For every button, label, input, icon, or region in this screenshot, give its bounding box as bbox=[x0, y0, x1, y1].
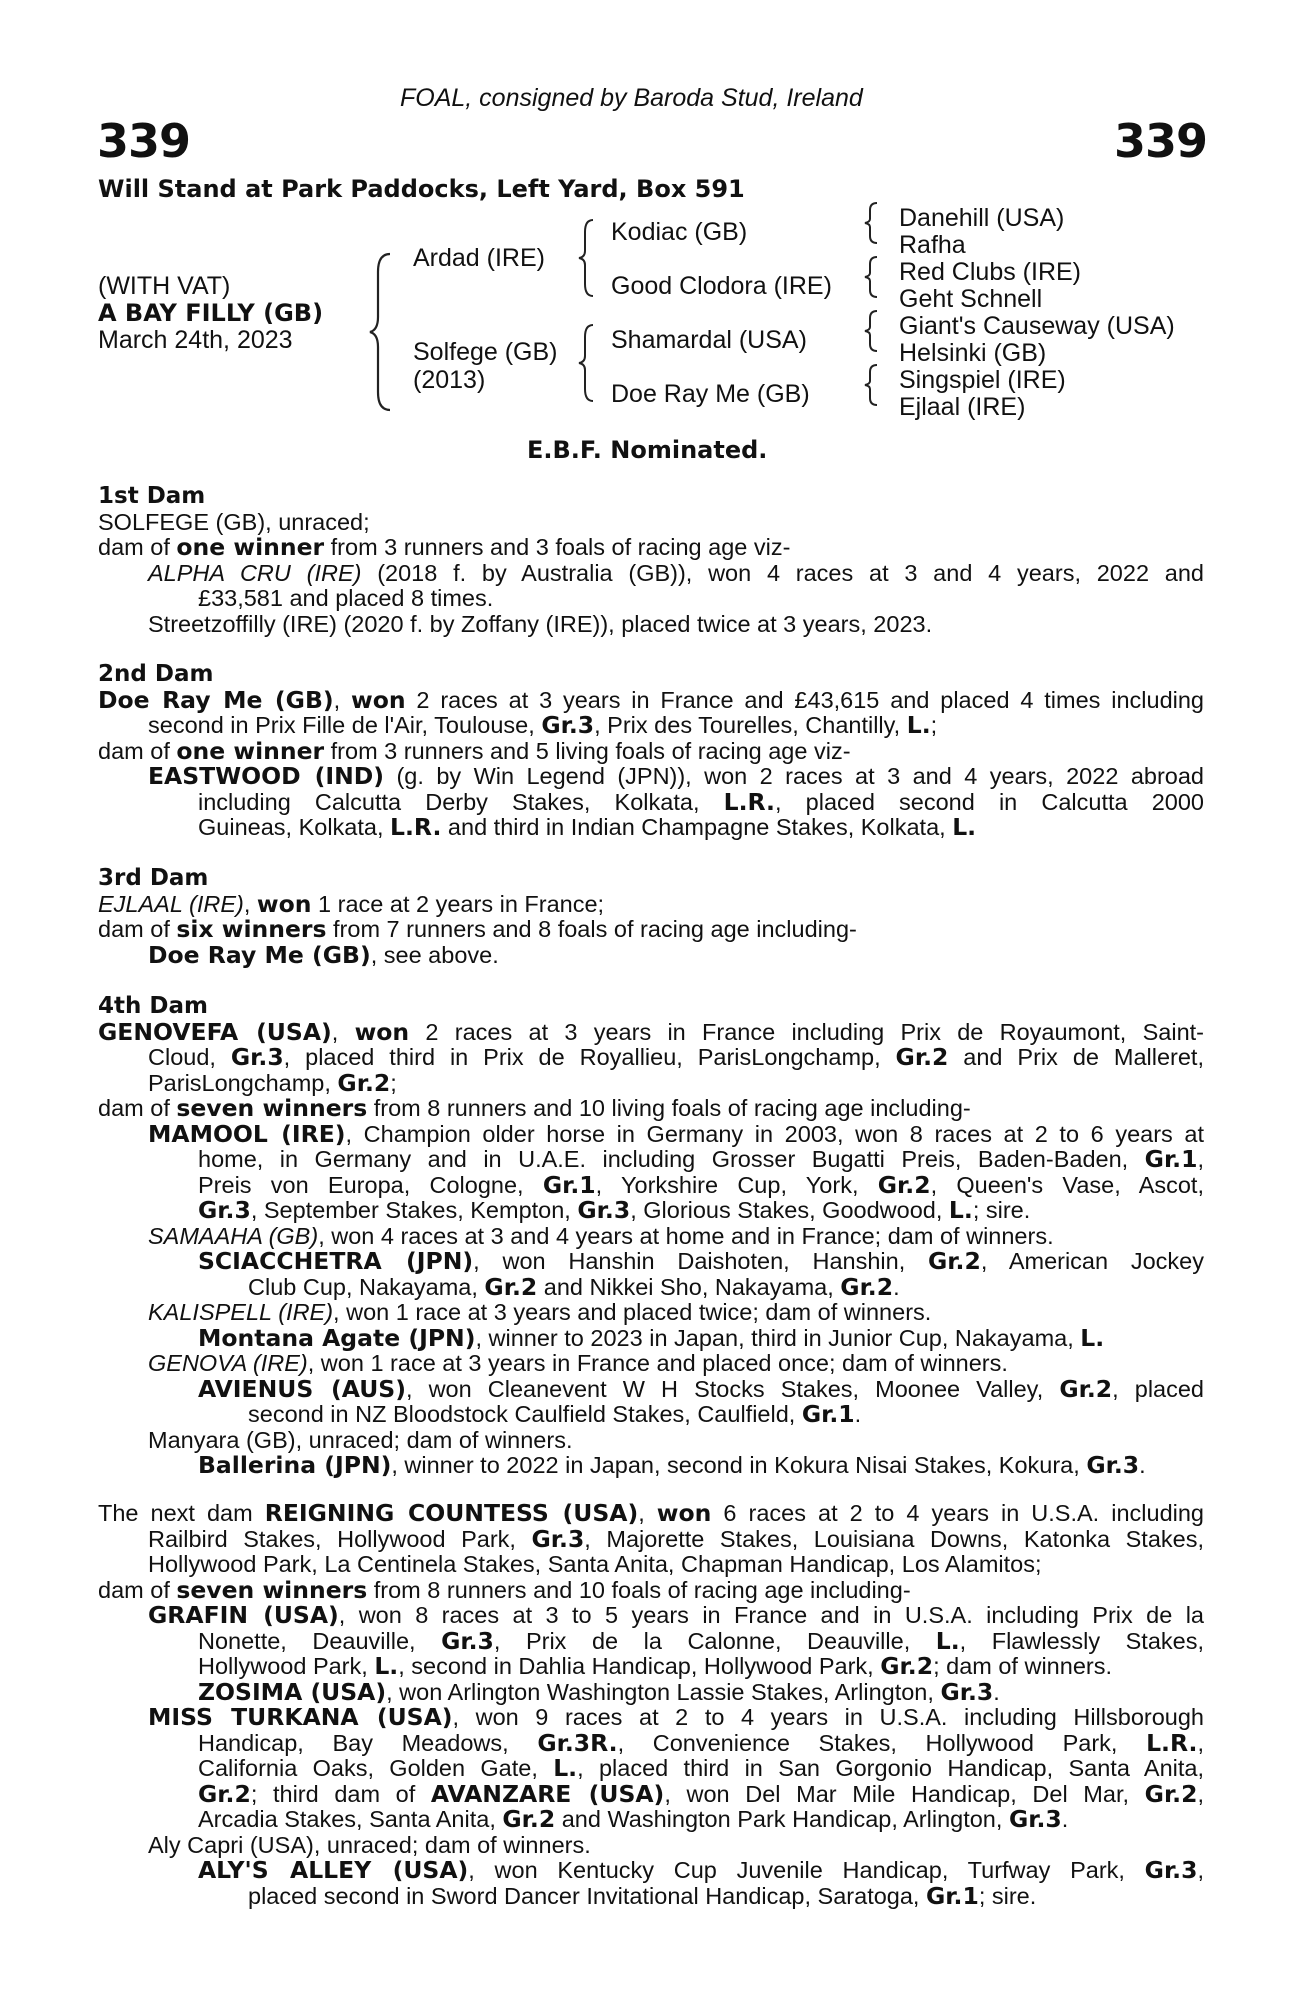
pedigree-g5: Giant's Causeway (USA) bbox=[899, 312, 1175, 340]
consignment-line: FOAL, consigned by Baroda Stud, Ireland bbox=[400, 84, 863, 112]
produce-eastwood-cont2: Guineas, Kolkata, L.R. and third in Indian Champagne Stakes, Kolkata, L. bbox=[198, 813, 977, 841]
sire-dam: Good Clodora (IRE) bbox=[611, 272, 832, 300]
third-dam-heading: 3rd Dam bbox=[98, 865, 209, 891]
pedigree-brace-g3 bbox=[863, 309, 883, 353]
produce-miss-turkana-cont4: Arcadia Stakes, Santa Anita, Gr.2 and Washington Park Handicap, Arlington, Gr.3. bbox=[198, 1805, 1069, 1833]
next-dam-section bbox=[98, 1501, 1204, 1909]
third-dam-produce-summary: dam of six winners from 7 runners and 8 foals of racing age including- bbox=[98, 915, 857, 943]
ebf-nominated: E.B.F. Nominated. bbox=[527, 436, 768, 464]
pedigree-brace-g1 bbox=[863, 201, 883, 245]
produce-mamool-cont1: home, in Germany and in U.A.E. including Grosser Bugatti Preis, Baden-Baden, Gr.1, bbox=[198, 1145, 1204, 1173]
second-dam-produce-summary: dam of one winner from 3 runners and 5 living foals of racing age viz- bbox=[98, 736, 851, 765]
produce-avienus: AVIENUS (AUS), won Cleanevent W H Stocks Stakes, Moonee Valley, Gr.2, placed bbox=[198, 1374, 1204, 1403]
next-dam-produce-summary: dam of seven winners from 8 runners and 10 foals of racing age including- bbox=[98, 1575, 911, 1604]
produce-doe-ray-me: Doe Ray Me (GB), see above. bbox=[148, 940, 499, 969]
first-dam-heading: 1st Dam bbox=[98, 483, 206, 509]
produce-manyara: Manyara (GB), unraced; dam of winners. bbox=[148, 1426, 573, 1453]
first-dam-line: SOLFEGE (GB), unraced; bbox=[98, 508, 370, 535]
vat-note: (WITH VAT) bbox=[98, 272, 231, 300]
pedigree-g4: Geht Schnell bbox=[899, 285, 1043, 313]
next-dam-line-cont1: Railbird Stakes, Hollywood Park, Gr.3, Majorette Stakes, Louisiana Downs, Katonka Stakes, bbox=[148, 1524, 1204, 1553]
lot-number-right: 339 bbox=[1113, 114, 1207, 168]
fourth-dam-line: GENOVEFA (USA), won 2 races at 3 years in France including Prix de Royaumont, Saint- bbox=[98, 1017, 1204, 1046]
dam-sire: Shamardal (USA) bbox=[611, 326, 807, 354]
pedigree-g2: Rafha bbox=[899, 231, 966, 259]
produce-samaaha: SAMAAHA (GB), won 4 races at 3 and 4 years at home and in France; dam of winners. bbox=[148, 1222, 1054, 1249]
fourth-dam-section bbox=[98, 994, 1204, 1479]
first-dam-section bbox=[98, 484, 1204, 637]
fourth-dam-line-cont2: ParisLongchamp, Gr.2; bbox=[148, 1068, 397, 1097]
pedigree-brace-g4 bbox=[863, 363, 883, 407]
produce-alpha-cru: ALPHA CRU (IRE) (2018 f. by Australia (GB)), won 4 races at 3 and 4 years, 2022 and bbox=[148, 559, 1204, 586]
produce-grafin-cont2: Hollywood Park, L., second in Dahlia Handicap, Hollywood Park, Gr.2; dam of winners. bbox=[198, 1652, 1112, 1680]
produce-eastwood: EASTWOOD (IND) (g. by Win Legend (JPN)), won 2 races at 3 and 4 years, 2022 abroad bbox=[148, 762, 1204, 790]
second-dam-section bbox=[98, 662, 1204, 841]
produce-eastwood-cont1: including Calcutta Derby Stakes, Kolkata, L.R., placed second in Calcutta 2000 bbox=[198, 787, 1204, 816]
pedigree-g1: Danehill (USA) bbox=[899, 204, 1065, 232]
fourth-dam-heading: 4th Dam bbox=[98, 993, 208, 1019]
produce-genova: GENOVA (IRE), won 1 race at 3 years in France and placed once; dam of winners. bbox=[148, 1350, 1008, 1376]
lot-number-left: 339 bbox=[97, 114, 191, 168]
foaling-date: March 24th, 2023 bbox=[98, 326, 293, 354]
produce-zosima: ZOSIMA (USA), won Arlington Washington Lassie Stakes, Arlington, Gr.3. bbox=[198, 1677, 1000, 1706]
next-dam-line-cont2: Hollywood Park, La Centinela Stakes, Santa Anita, Chapman Handicap, Los Alamitos; bbox=[148, 1551, 1042, 1577]
produce-ballerina: Ballerina (JPN), winner to 2022 in Japan, second in Kokura Nisai Stakes, Kokura, Gr.3. bbox=[198, 1451, 1146, 1479]
dam-year: (2013) bbox=[413, 366, 486, 394]
produce-montana-agate: Montana Agate (JPN), winner to 2023 in Japan, third in Junior Cup, Nakayama, L. bbox=[198, 1323, 1105, 1352]
produce-kalispell: KALISPELL (IRE), won 1 race at 3 years and placed twice; dam of winners. bbox=[148, 1299, 932, 1325]
fourth-dam-produce-summary: dam of seven winners from 8 runners and 10 living foals of racing age including- bbox=[98, 1094, 971, 1122]
produce-avienus-cont: second in NZ Bloodstock Caulfield Stakes, Caulfield, Gr.1. bbox=[248, 1400, 862, 1428]
produce-miss-turkana-cont1: Handicap, Bay Meadows, Gr.3R., Convenience Stakes, Hollywood Park, L.R., bbox=[198, 1728, 1204, 1757]
fourth-dam-line-cont1: Cloud, Gr.3, placed third in Prix de Royallieu, ParisLongchamp, Gr.2 and Prix de Malleret, bbox=[148, 1043, 1204, 1071]
pedigree-g3: Red Clubs (IRE) bbox=[899, 258, 1081, 286]
stand-location: Will Stand at Park Paddocks, Left Yard, Box 591 bbox=[98, 175, 745, 203]
pedigree-g6: Helsinki (GB) bbox=[899, 339, 1047, 367]
produce-mamool-cont3: Gr.3, September Stakes, Kempton, Gr.3, Glorious Stakes, Goodwood, L.; sire. bbox=[198, 1196, 1031, 1224]
produce-miss-turkana: MISS TURKANA (USA), won 9 races at 2 to 4 years in U.S.A. including Hillsborough bbox=[148, 1703, 1204, 1731]
pedigree-brace-sire bbox=[577, 218, 599, 298]
pedigree-g8: Ejlaal (IRE) bbox=[899, 393, 1026, 421]
pedigree-brace-dam bbox=[577, 323, 599, 403]
sire: Ardad (IRE) bbox=[413, 244, 545, 272]
lot-description: A BAY FILLY (GB) bbox=[98, 299, 324, 327]
produce-miss-turkana-cont3: Gr.2; third dam of AVANZARE (USA), won Del Mar Mile Handicap, Del Mar, Gr.2, bbox=[198, 1779, 1204, 1808]
produce-streetzoffilly: Streetzoffilly (IRE) (2020 f. by Zoffany (IRE)), placed twice at 3 years, 2023. bbox=[148, 610, 933, 637]
pedigree-main-brace bbox=[368, 252, 398, 412]
second-dam-heading: 2nd Dam bbox=[98, 661, 214, 687]
third-dam-line: EJLAAL (IRE), won 1 race at 2 years in France; bbox=[98, 889, 605, 918]
produce-sciacchetra-cont: Club Cup, Nakayama, Gr.2 and Nikkei Sho, Nakayama, Gr.2. bbox=[248, 1272, 900, 1301]
dam-dam: Doe Ray Me (GB) bbox=[611, 380, 810, 408]
produce-grafin-cont1: Nonette, Deauville, Gr.3, Prix de la Calonne, Deauville, L., Flawlessly Stakes, bbox=[198, 1626, 1205, 1655]
produce-aly-capri: Aly Capri (USA), unraced; dam of winners. bbox=[148, 1831, 591, 1858]
third-dam-section bbox=[98, 866, 1204, 968]
produce-alpha-cru-cont: £33,581 and placed 8 times. bbox=[198, 585, 494, 611]
second-dam-line-cont: second in Prix Fille de l'Air, Toulouse, Gr.3, Prix des Tourelles, Chantilly, L.; bbox=[148, 711, 938, 739]
produce-sciacchetra: SCIACCHETRA (JPN), won Hanshin Daishoten, Hanshin, Gr.2, American Jockey bbox=[198, 1247, 1204, 1275]
produce-alys-alley-cont: placed second in Sword Dancer Invitational Handicap, Saratoga, Gr.1; sire. bbox=[248, 1881, 1037, 1910]
pedigree-g7: Singspiel (IRE) bbox=[899, 366, 1066, 394]
pedigree-brace-g2 bbox=[863, 255, 883, 299]
next-dam-line: The next dam REIGNING COUNTESS (USA), won 6 races at 2 to 4 years in U.S.A. including bbox=[98, 1499, 1205, 1527]
produce-mamool-cont2: Preis von Europa, Cologne, Gr.1, Yorkshire Cup, York, Gr.2, Queen's Vase, Ascot, bbox=[198, 1170, 1204, 1199]
second-dam-line: Doe Ray Me (GB), won 2 races at 3 years in France and £43,615 and placed 4 times including bbox=[98, 685, 1205, 714]
produce-alys-alley: ALY'S ALLEY (USA), won Kentucky Cup Juvenile Handicap, Turfway Park, Gr.3, bbox=[198, 1856, 1204, 1884]
sire-sire: Kodiac (GB) bbox=[611, 218, 748, 246]
dam: Solfege (GB) bbox=[413, 338, 558, 366]
first-dam-produce-summary: dam of one winner from 3 runners and 3 foals of racing age viz- bbox=[98, 533, 791, 561]
produce-miss-turkana-cont2: California Oaks, Golden Gate, L., placed third in San Gorgonio Handicap, Santa Anita, bbox=[198, 1754, 1205, 1782]
produce-grafin: GRAFIN (USA), won 8 races at 3 to 5 years in France and in U.S.A. including Prix de la bbox=[148, 1601, 1204, 1629]
produce-mamool: MAMOOL (IRE), Champion older horse in Germany in 2003, won 8 races at 2 to 6 years at bbox=[148, 1119, 1204, 1148]
